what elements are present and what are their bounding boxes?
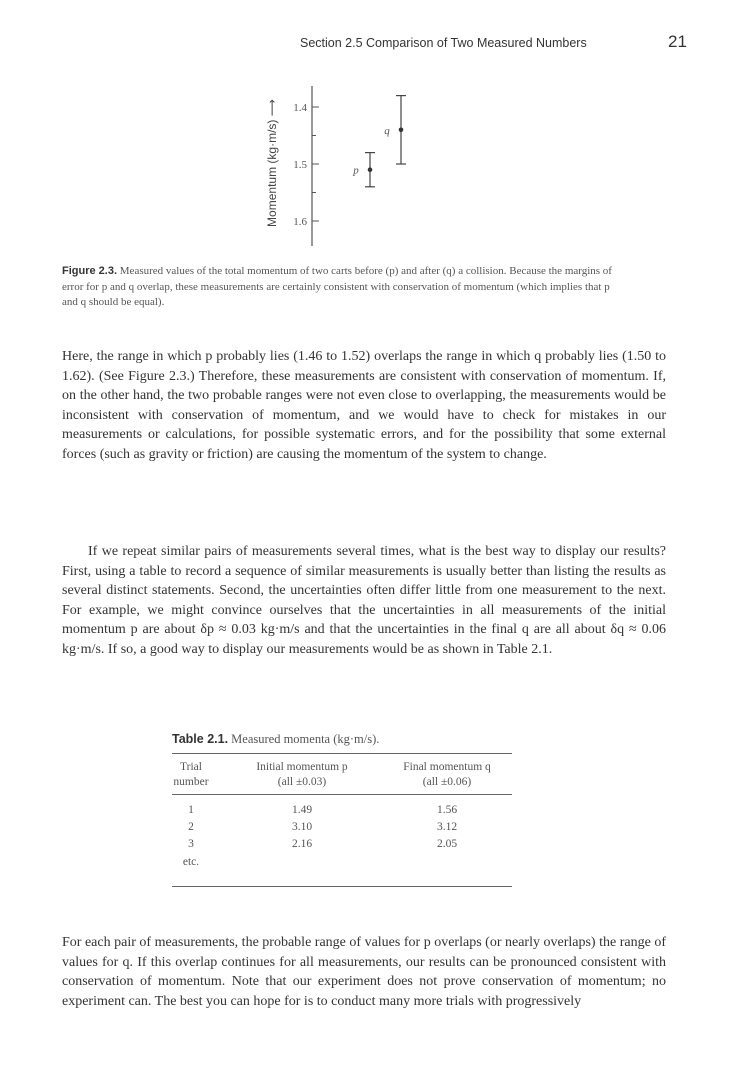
y-axis-label: Momentum (kg·m/s) ⟶ xyxy=(265,99,279,227)
table-mid-rule xyxy=(172,794,512,795)
y-tick-label: 1.5 xyxy=(293,159,307,171)
table-cell: 1.56 xyxy=(436,804,458,816)
table-header-text: Initial momentum p xyxy=(256,761,348,773)
paragraph-3: For each pair of measurements, the probable range of values for p overlaps (or nearly overlaps) the range of values for q. If this overlap continues for all measurements, our results can be pronounced consistent with conservation of momentum. Note that our experiment does not prove conservation of momentum; no experiment can. The best you can hope for is to conduct many more trials with progressively xyxy=(62,935,666,1009)
figure-caption-label: Figure 2.3. xyxy=(62,265,118,277)
table-header-text: number xyxy=(173,776,209,788)
table-header-text: (all ±0.03) xyxy=(277,776,327,788)
running-head: Section 2.5 Comparison of Two Measured Numbers xyxy=(300,36,587,50)
table-cell: 3.12 xyxy=(436,821,458,833)
table-cell: 2 xyxy=(188,821,194,833)
table-cell: 3.10 xyxy=(291,821,313,833)
paragraph-2: If we repeat similar pairs of measurements several times, what is the best way to display our results? First, using a table to record a sequence of similar measurements is usually better than listing the results as several distinct statements. Second, the uncertainties often differ little from one measurement to the next. For example, we might convince ourselves that the uncertainties in all measurements of the initial momentum p are about δp ≈ 0.03 kg·m/s and that the uncertainties in the final q are all about δq ≈ 0.06 kg·m/s. If so, a good way to display our measurements would be as shown in Table 2.1. xyxy=(62,544,666,657)
table-cell: 1.49 xyxy=(291,804,313,816)
data-point-label-p: p xyxy=(353,164,359,177)
table-cell: 2.16 xyxy=(291,838,313,850)
table-header-text: Final momentum q xyxy=(403,761,491,773)
table-bottom-rule xyxy=(172,886,512,887)
page-number: 21 xyxy=(668,32,687,51)
y-tick-label: 1.6 xyxy=(293,216,307,228)
y-tick-label: 1.4 xyxy=(293,102,307,114)
figure-caption-text: Measured values of the total momentum of two carts before (p) and after (q) a collision. Because the margins of error for p and q overlap, these measurements are certainly consistent with conservation of momentum (which implies that p and q should be equal). xyxy=(62,265,612,308)
table-title xyxy=(172,732,379,747)
table-header-text: Trial xyxy=(180,761,202,773)
table-cell: 3 xyxy=(188,838,194,850)
figure-caption xyxy=(62,264,618,311)
data-point-q xyxy=(399,128,404,133)
table-cell: 2.05 xyxy=(436,838,458,850)
paragraph-1: Here, the range in which p probably lies (1.46 to 1.52) overlaps the range in which q probably lies (1.50 to 1.62). (See Figure 2.3.) Therefore, these measurements are consistent with conservation of momentum. If, on the other hand, the two probable ranges were not even close to overlapping, the measurements would be inconsistent with conservation of momentum, and we would have to check for mistakes in our measurements or calculations, for possible systematic errors, and for the possibility that some external forces (such as gravity or friction) are causing the momentum of the system to change. xyxy=(62,349,666,462)
table-header-text: (all ±0.06) xyxy=(422,776,472,788)
table-header-final xyxy=(382,760,512,790)
data-point-p xyxy=(368,167,373,172)
table-label: Table 2.1. xyxy=(172,732,229,746)
table-caption-text: Measured momenta (kg·m/s). xyxy=(231,732,380,746)
table-header-trial xyxy=(172,760,210,790)
table-header-initial xyxy=(232,760,372,790)
momentum-error-bar-figure xyxy=(255,78,455,248)
data-point-label-q: q xyxy=(384,124,390,137)
table-cell: etc. xyxy=(182,856,200,868)
table-cell: 1 xyxy=(188,804,194,816)
table-top-rule xyxy=(172,753,512,754)
